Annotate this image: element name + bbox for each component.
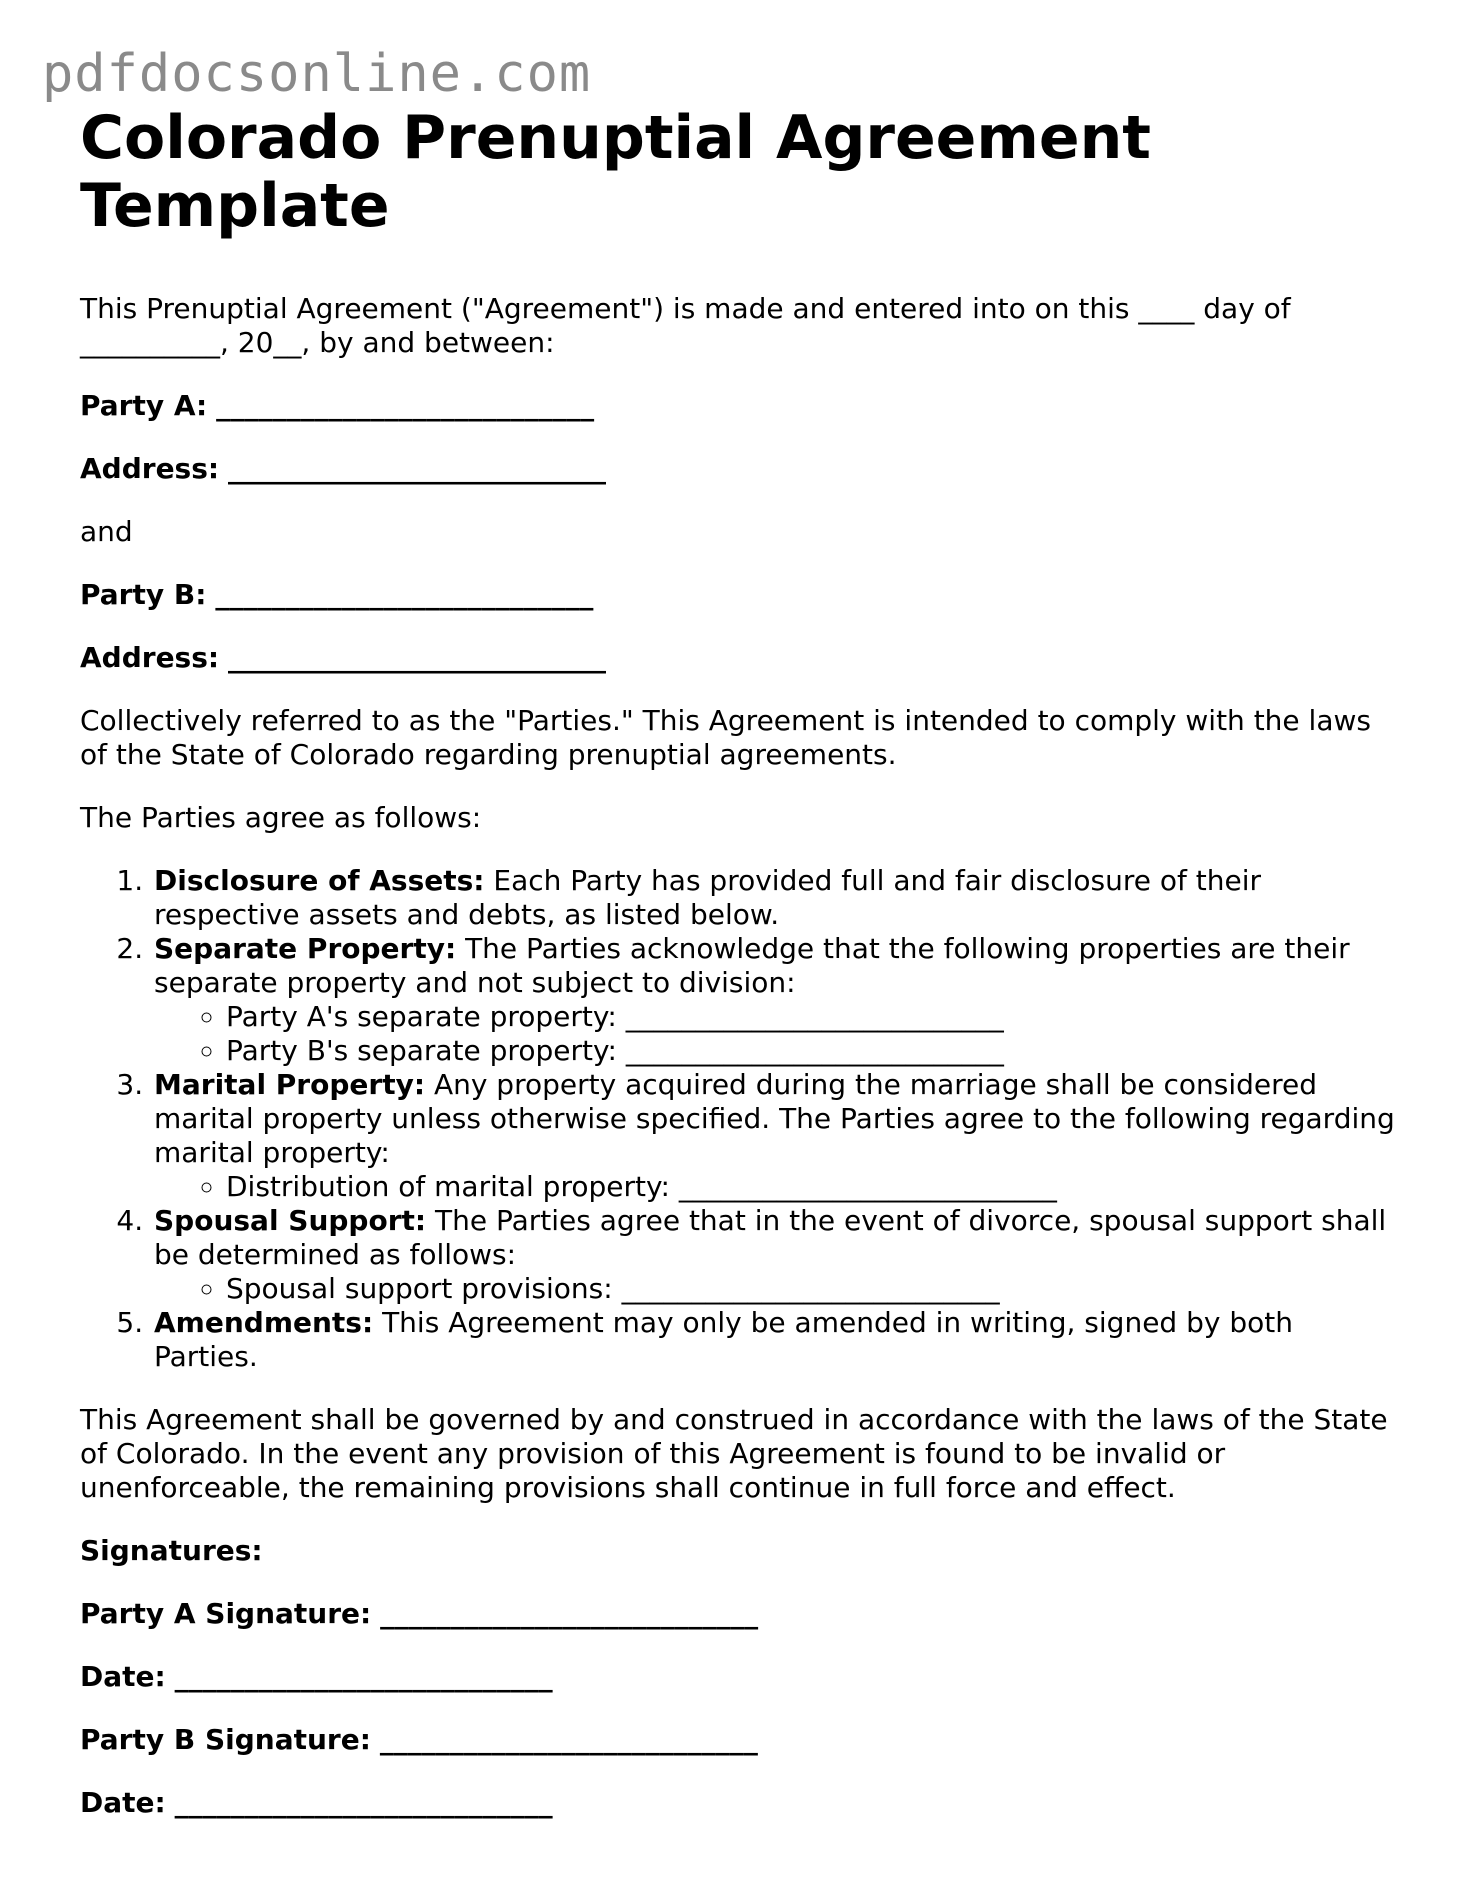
clause-title: Marital Property: [154, 1068, 426, 1101]
address-a-line [80, 452, 1400, 486]
sub-list [154, 1170, 1400, 1204]
collective-paragraph: Collectively referred to as the "Parties." This Agreement is intended to comply with the laws of the State of Colorado regarding prenuptial agreements. [80, 704, 1371, 771]
clause-disclosure [152, 864, 1400, 932]
clause-text: The Parties agree that in the event of divorce, spousal support shall be determined as follows: [154, 1204, 1387, 1271]
intro-paragraph: This Prenuptial Agreement ("Agreement") is made and entered into on this ____ day of __________, 20__, by and between: [80, 292, 1291, 359]
clause-spousal-support [152, 1204, 1400, 1306]
sub-item-party-b-property: ◦ Party B's separate property: ___________________________ [226, 1034, 1400, 1068]
address-a-label: Address: [80, 452, 220, 485]
watermark: pdfdocsonline.com [42, 44, 592, 104]
date-a-blank: ___________________________ [174, 1660, 553, 1693]
document-title [80, 104, 1400, 240]
sub-item-party-a-property: ◦ Party A's separate property: ___________________________ [226, 1000, 1400, 1034]
clause-title: Disclosure of Assets: [154, 864, 485, 897]
clause-title: Amendments: [154, 1306, 374, 1339]
party-b-label: Party B: [80, 578, 207, 611]
title-line-1: Colorado Prenuptial Agreement [80, 103, 1151, 173]
date-a-line [80, 1660, 1400, 1694]
document-page [80, 104, 1400, 1849]
sub-item-distribution: ◦ Distribution of marital property: ___________________________ [226, 1170, 1400, 1204]
party-a-signature-blank: ___________________________ [380, 1597, 759, 1630]
date-b-line [80, 1786, 1400, 1820]
clause-text: This Agreement may only be amended in writing, signed by both Parties. [154, 1306, 1293, 1373]
governing-paragraph: This Agreement shall be governed by and construed in accordance with the laws of the State of Colorado. In the event any provision of this Agreement is found to be invalid or unenforceable, the remaining provisions shall continue in full force and effect. [80, 1403, 1388, 1504]
address-b-blank: ___________________________ [228, 641, 606, 674]
clause-separate-property [152, 932, 1400, 1068]
party-a-signature-line [80, 1597, 1400, 1631]
clauses-list [80, 864, 1400, 1374]
sub-list [154, 1000, 1400, 1068]
party-b-blank: ___________________________ [215, 578, 594, 611]
agree-intro: The Parties agree as follows: [80, 801, 482, 834]
clause-text: Any property acquired during the marriage shall be considered marital property unless otherwise specified. The Parties agree to the following regarding marital property: [154, 1068, 1395, 1169]
clause-title: Separate Property: [154, 932, 457, 965]
party-b-signature-label: Party B Signature: [80, 1723, 371, 1756]
party-a-line [80, 389, 1400, 423]
address-b-label: Address: [80, 641, 220, 674]
and-text: and [80, 515, 133, 548]
party-a-blank: ___________________________ [216, 389, 595, 422]
address-b-line [80, 641, 1400, 675]
clause-title: Spousal Support: [154, 1204, 427, 1237]
date-b-label: Date: [80, 1786, 166, 1819]
title-line-2: Template [80, 171, 390, 241]
party-a-label: Party A: [80, 389, 208, 422]
signatures-heading: Signatures: [80, 1534, 263, 1567]
clause-amendments [152, 1306, 1400, 1374]
sub-item-support-provisions: ◦ Spousal support provisions: ___________________________ [226, 1272, 1400, 1306]
party-b-signature-blank: ___________________________ [379, 1723, 758, 1756]
party-b-signature-line [80, 1723, 1400, 1757]
party-b-line [80, 578, 1400, 612]
date-a-label: Date: [80, 1660, 166, 1693]
date-b-blank: ___________________________ [174, 1786, 553, 1819]
address-a-blank: ___________________________ [228, 452, 606, 485]
clause-marital-property [152, 1068, 1400, 1204]
party-a-signature-label: Party A Signature: [80, 1597, 372, 1630]
clause-text: The Parties acknowledge that the following properties are their separate property and not subject to division: [154, 932, 1350, 999]
clause-text: Each Party has provided full and fair disclosure of their respective assets and debts, as listed below. [154, 864, 1262, 931]
sub-list [154, 1272, 1400, 1306]
